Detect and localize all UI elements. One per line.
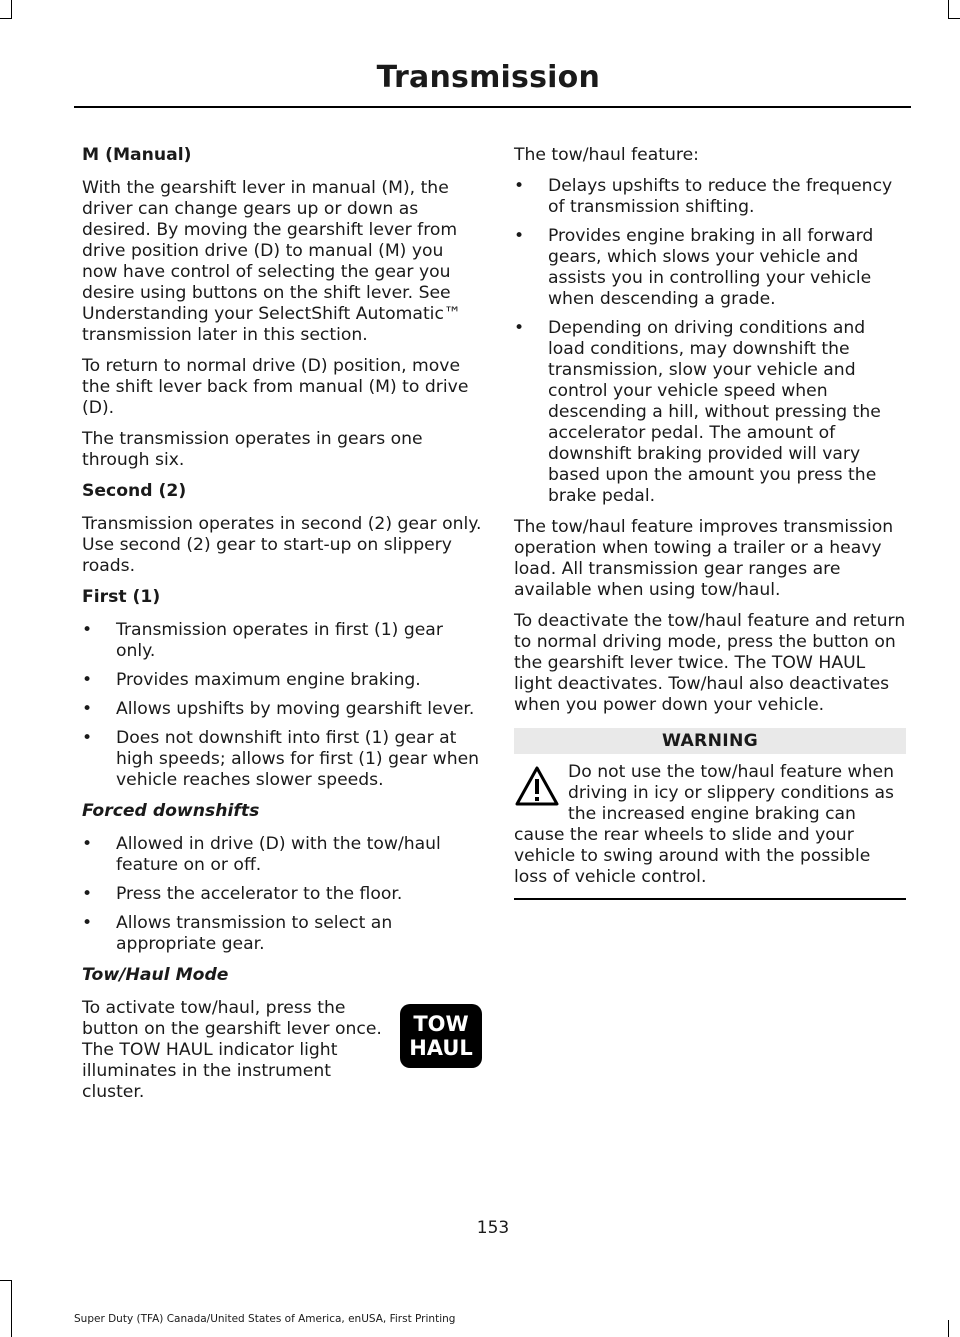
warning-header: WARNING <box>514 728 906 754</box>
list-item: • Press the accelerator to the floor. <box>82 884 482 905</box>
list-item: • Depending on driving conditions and load conditions, may downshift the transmission, slow your vehicle and control your vehicle speed when descending a hill, without pressing the accelerator pedal. The amount of downshift braking provided will vary based upon the amount you press the brake pedal. <box>514 318 906 507</box>
first-heading: First (1) <box>82 587 161 607</box>
tow-haul-paragraph: To activate tow/haul, press the button on the gearshift lever once. The TOW HAUL indicator light illuminates in the instrument cluster. <box>82 998 382 1102</box>
page-title: Transmission <box>376 60 600 95</box>
crop-mark <box>948 0 949 18</box>
manual-paragraph-2: To return to normal drive (D) position, move the shift lever back from manual (M) to drive (D). <box>82 356 469 418</box>
list-item: • Provides maximum engine braking. <box>82 670 482 691</box>
forced-downshifts-list <box>82 834 482 955</box>
footer-text: Super Duty (TFA) Canada/United States of America, enUSA, First Printing <box>74 1313 456 1325</box>
first-gear-list <box>82 620 482 791</box>
left-column <box>82 145 482 1113</box>
warning-triangle-icon <box>514 764 560 810</box>
tow-haul-intro: The tow/haul feature: <box>514 145 699 165</box>
list-item: • Allowed in drive (D) with the tow/haul feature on or off. <box>82 834 482 876</box>
list-item: • Allows upshifts by moving gearshift lever. <box>82 699 482 720</box>
list-item: • Provides engine braking in all forward gears, which slows your vehicle and assists you in controlling your vehicle when descending a grade. <box>514 226 906 310</box>
tow-haul-heading: Tow/Haul Mode <box>82 965 229 985</box>
manual-paragraph-1: With the gearshift lever in manual (M), the driver can change gears up or down as desired. By moving the gearshift lever from drive position drive (D) to manual (M) you now have control of selecting the gear you desire using buttons on the shift lever. See Understanding your SelectShift Automatic™ transmission later in this section. <box>82 178 462 345</box>
list-item: • Allows transmission to select an appropriate gear. <box>82 913 482 955</box>
manual-heading: M (Manual) <box>82 145 192 165</box>
crop-mark <box>11 1280 12 1337</box>
tow-haul-icon <box>400 1004 482 1068</box>
crop-mark <box>0 1280 12 1281</box>
crop-mark <box>0 18 12 19</box>
crop-mark <box>11 0 12 18</box>
tow-haul-icon-line-2: HAUL <box>409 1036 473 1060</box>
manual-paragraph-3: The transmission operates in gears one through six. <box>82 429 423 470</box>
second-heading: Second (2) <box>82 481 187 501</box>
page-number: 153 <box>476 1218 510 1238</box>
warning-text: Do not use the tow/haul feature when driving in icy or slippery conditions as the increased engine braking can cause the rear wheels to slide and your vehicle to swing around with the possible loss of vehicle control. <box>514 762 894 887</box>
header-rule <box>74 106 911 108</box>
tow-haul-icon-line-1: TOW <box>413 1012 469 1036</box>
tow-haul-feature-list <box>514 176 906 507</box>
warning-bottom-rule <box>514 898 906 900</box>
forced-downshifts-heading: Forced downshifts <box>82 801 260 821</box>
second-paragraph: Transmission operates in second (2) gear only. Use second (2) gear to start-up on slippery roads. <box>82 514 482 576</box>
crop-mark <box>948 1320 949 1337</box>
crop-mark <box>948 18 960 19</box>
tow-haul-deactivate-paragraph: To deactivate the tow/haul feature and return to normal driving mode, press the button on the gearshift lever twice. The TOW HAUL light deactivates. Tow/haul also deactivates when you power down your vehicle. <box>514 611 906 715</box>
warning-box <box>514 762 906 900</box>
list-item: • Does not downshift into first (1) gear at high speeds; allows for first (1) gear when vehicle reaches slower speeds. <box>82 728 482 791</box>
list-item: • Delays upshifts to reduce the frequency of transmission shifting. <box>514 176 906 218</box>
tow-haul-icon-wrap <box>400 1004 482 1068</box>
right-column <box>514 145 906 900</box>
list-item: • Transmission operates in first (1) gear only. <box>82 620 482 662</box>
tow-haul-improves-paragraph: The tow/haul feature improves transmission operation when towing a trailer or a heavy load. All transmission gear ranges are available when using tow/haul. <box>514 517 894 600</box>
